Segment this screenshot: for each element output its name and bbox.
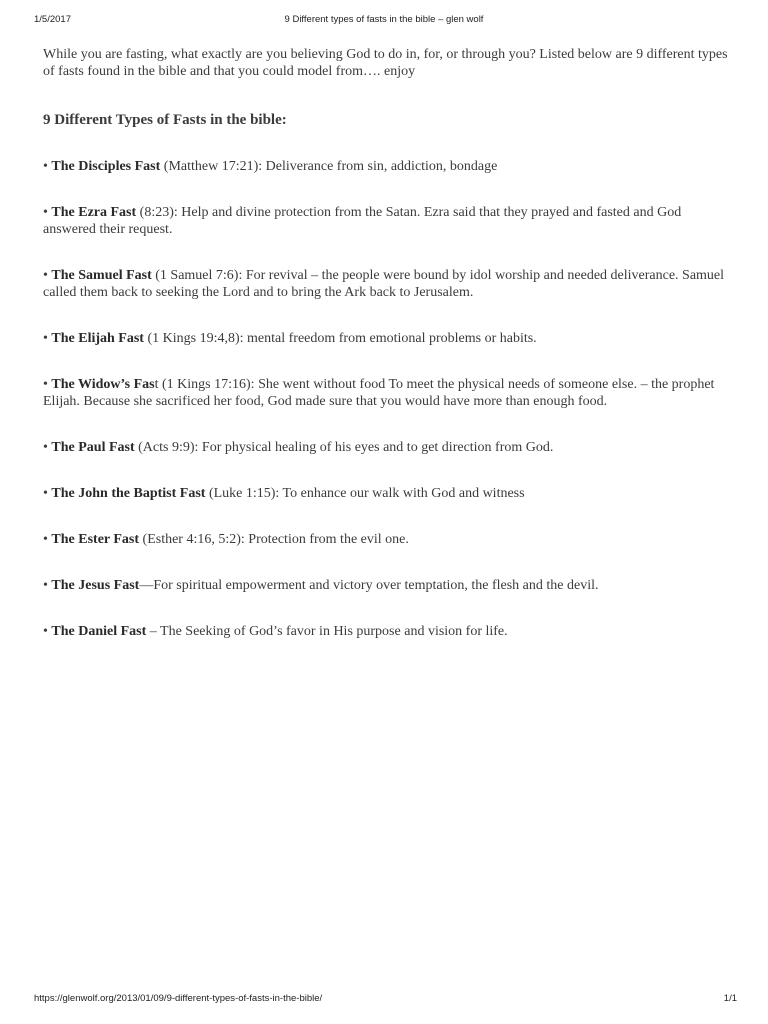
fast-description: t (1 Kings 17:16): She went without food To meet the physical needs of someone else. – the prophet Elijah. Because she sacrificed her food, God made sure that you would have more than enough food. <box>43 377 715 409</box>
fast-name: The John the Baptist Fast <box>51 486 206 501</box>
fast-item <box>43 330 733 347</box>
print-page-title: 9 Different types of fasts in the bible – glen wolf <box>284 14 484 25</box>
fast-item <box>43 623 733 640</box>
fast-list <box>43 158 733 640</box>
fast-description: (Luke 1:15): To enhance our walk with God and witness <box>205 486 525 501</box>
bullet: • <box>43 532 52 547</box>
page-number: 1/1 <box>723 993 737 1004</box>
fast-item <box>43 439 733 456</box>
section-heading: 9 Different Types of Fasts in the bible: <box>43 112 287 128</box>
intro-paragraph: While you are fasting, what exactly are you believing God to do in, for, or through you? Listed below are 9 different types of fasts found in the bible and that you could model from…. enjoy <box>43 47 728 79</box>
bullet: • <box>43 331 52 346</box>
fast-description: (Matthew 17:21): Deliverance from sin, addiction, bondage <box>160 159 498 174</box>
fast-description: – The Seeking of God’s favor in His purpose and vision for life. <box>146 624 508 639</box>
fast-description: (1 Samuel 7:6): For revival – the people were bound by idol worship and needed deliverance. Samuel called them back to seeking the Lord and to bring the Ark back to Jerusalem. <box>43 268 725 300</box>
bullet: • <box>43 486 52 501</box>
print-footer <box>0 993 768 1007</box>
print-header <box>0 14 768 28</box>
fast-description: (Acts 9:9): For physical healing of his eyes and to get direction from God. <box>134 440 554 455</box>
fast-item <box>43 376 733 410</box>
bullet: • <box>43 440 52 455</box>
page-url: https://glenwolf.org/2013/01/09/9-different-types-of-fasts-in-the-bible/ <box>34 993 323 1004</box>
fast-description: (Esther 4:16, 5:2): Protection from the evil one. <box>139 532 409 547</box>
fast-item <box>43 267 733 301</box>
fast-name: The Paul Fast <box>51 440 135 455</box>
fast-name: The Jesus Fast <box>51 578 140 593</box>
fast-name: The Samuel Fast <box>51 268 152 283</box>
fast-item <box>43 485 733 502</box>
print-date: 1/5/2017 <box>34 14 71 25</box>
article-body <box>43 46 733 640</box>
fast-item <box>43 577 733 594</box>
fast-name: The Disciples Fast <box>51 159 161 174</box>
fast-item <box>43 158 733 175</box>
bullet: • <box>43 268 52 283</box>
bullet: • <box>43 624 52 639</box>
fast-item <box>43 531 733 548</box>
fast-description: —For spiritual empowerment and victory over temptation, the flesh and the devil. <box>139 578 599 593</box>
fast-name: The Ester Fast <box>51 532 140 547</box>
fast-name: The Ezra Fast <box>51 205 137 220</box>
fast-description: (8:23): Help and divine protection from the Satan. Ezra said that they prayed and fasted and God answered their request. <box>43 205 682 237</box>
bullet: • <box>43 205 52 220</box>
fast-name: The Daniel Fast <box>51 624 147 639</box>
fast-description: (1 Kings 19:4,8): mental freedom from emotional problems or habits. <box>143 331 537 346</box>
bullet: • <box>43 377 52 392</box>
bullet: • <box>43 159 52 174</box>
fast-item <box>43 204 733 238</box>
fast-name: The Elijah Fast <box>51 331 144 346</box>
bullet: • <box>43 578 52 593</box>
fast-name: The Widow’s Fas <box>51 377 155 392</box>
